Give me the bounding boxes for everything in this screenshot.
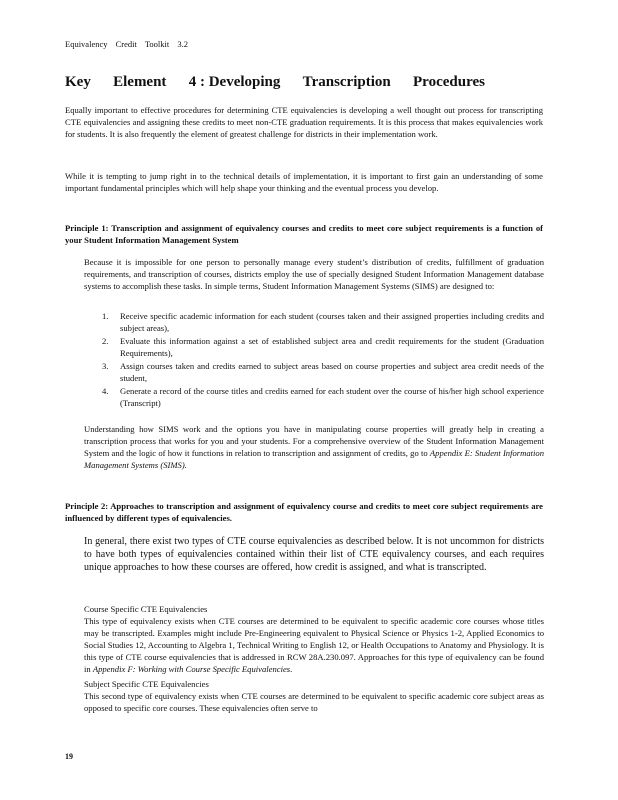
appendix-e-reference: Appendix E: Student Information Management Systems (SIMS).: [84, 448, 545, 470]
closing-text: Understanding how SIMS work and the options you have in manipulating course properties will greatly help in creating a transcription process that works for you and your students. For a comprehensive overview of the Student Information Management System and the logic of how it functions in relation to transcription and assignment of credits, go to: [84, 424, 544, 458]
title-word: 4 : Developing: [188, 74, 281, 90]
title-word: Transcription: [302, 74, 391, 90]
list-number: 1.: [102, 311, 109, 321]
list-text: Evaluate this information against a set of established subject area and credit requirements for the student (Graduation Requirements),: [120, 336, 544, 358]
running-head: Equivalency Credit Toolkit 3.2: [65, 39, 189, 49]
list-item: [102, 310, 544, 334]
intro-paragraph-1: Equally important to effective procedures for determining CTE equivalencies is developing a well thought out process for transcripting CTE equivalencies and assigning these credits to meet non-CTE graduation requirements. It is this process that makes equivalencies work for students. It is also frequently the element of greatest challenge for districts in their implementation work.: [65, 105, 543, 139]
list-item: [102, 335, 544, 359]
title-word: Procedures: [413, 74, 485, 90]
list-number: 3.: [102, 361, 109, 371]
principle-1-body: Because it is impossible for one person to personally manage every student’s distribution of credits, fulfillment of graduation requirements, and transcription of courses, districts employ the use of specially designed Student Information Management database systems to accomplish these tasks. In simple terms, Student Information Management Systems (SIMS) are designed to:: [84, 257, 544, 291]
principle-2-body: In general, there exist two types of CTE course equivalencies as described below. It is not uncommon for districts to have both types of equivalencies contained within their list of CTE equivalency courses, and each requires unique approaches to how these courses are offered, how credit is assigned, and what is transcripted.: [84, 536, 544, 573]
section-title: [65, 74, 485, 91]
course-specific-end: .: [290, 664, 293, 674]
subject-specific-heading: Subject Specific CTE Equivalencies: [84, 679, 209, 689]
course-specific-heading: Course Specific CTE Equivalencies: [84, 604, 208, 614]
list-text: Generate a record of the course titles and credits earned for each student over the course of his/her high school experience (Transcript): [120, 386, 544, 408]
intro-paragraph-2: While it is tempting to jump right in to the technical details of implementation, it is important to first gain an understanding of some important fundamental principles which will help shape your thinking and the eventual process you develop.: [65, 171, 543, 193]
principle-1-heading: Principle 1: Transcription and assignment of equivalency courses and credits to meet core subject requirements is a function of your Student Information Management System: [65, 223, 543, 245]
principle-2-heading: Principle 2: Approaches to transcription and assignment of equivalency course and credits to meet core subject requirements are influenced by different types of equivalencies.: [65, 501, 543, 523]
page-number: 19: [65, 752, 73, 761]
title-word: Element: [113, 74, 167, 90]
list-text: Receive specific academic information for each student (courses taken and their assigned properties including credits and subject areas),: [120, 311, 544, 333]
list-item: [102, 385, 544, 409]
sims-function-list: [102, 310, 544, 410]
list-text: Assign courses taken and credits earned to subject areas based on course properties and subject area credit needs of the student,: [120, 361, 544, 383]
course-specific-body: [84, 615, 544, 675]
list-number: 2.: [102, 336, 109, 346]
principle-1-closing: [84, 423, 544, 471]
list-item: [102, 360, 544, 384]
course-specific-text: This type of equivalency exists when CTE courses are determined to be equivalent to specific academic core courses whose titles may be transcripted. Examples might include Pre-Engineering equivalent to Physical Science or Physics 1-2, Applied Economics to Social Studies 12, Accounting to Algebra 1, Technical Writing to English 12, or Health Occupations to Anatomy and Physiology. It is this type of CTE course equivalencies that is addressed in RCW 28A.230.097. Approaches for this type of equivalency can be found in: [84, 616, 544, 674]
subject-specific-body: This second type of equivalency exists when CTE courses are determined to be equivalent to specific academic core subject areas as opposed to specific core courses. These equivalencies often serve to: [84, 691, 544, 713]
list-number: 4.: [102, 386, 109, 396]
appendix-f-reference: Appendix F: Working with Course Specific Equivalencies: [92, 664, 291, 674]
title-word: Key: [65, 74, 91, 90]
